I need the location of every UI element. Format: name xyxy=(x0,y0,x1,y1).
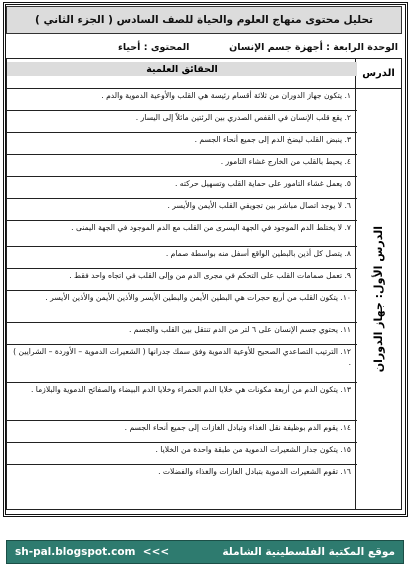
fact-text: ١٠. يتكون القلب من أربع حجرات هي البطين الأيمن والبطين الأيسر والأذين الأيمن والأذين الأيسر . xyxy=(45,293,351,302)
fact-text: ٢. يقع قلب الإنسان في القفص الصدري بين الرئتين مائلاً إلى اليسار . xyxy=(135,113,351,122)
fact-text: ٤. يحيط بالقلب من الخارج غشاء التامور . xyxy=(220,157,351,166)
fact-text: ٣. ينبض القلب ليضخ الدم إلى جميع أنحاء الجسم . xyxy=(194,135,351,144)
fact-text: ١٥. يتكون جدار الشعيرات الدموية من طبقة واحدة من الخلايا . xyxy=(155,445,351,454)
fact-row xyxy=(7,111,357,133)
footer-url-text[interactable]: sh-pal.blogspot.com xyxy=(15,546,136,558)
facts-rows xyxy=(7,89,357,509)
fact-row xyxy=(7,323,357,345)
footer-site-name: موقع المكتبة الفلسطينية الشاملة xyxy=(222,546,395,558)
fact-text: ٧. لا يختلط الدم الموجود في الجهة اليسرى من القلب مع الدم الموجود في الجهة اليمنى . xyxy=(71,223,351,232)
header-lesson xyxy=(355,59,401,89)
fact-text: ٦. لا يوجد اتصال مباشر بين تجويفي القلب الأيمن والأيسر . xyxy=(167,201,351,210)
facts-table xyxy=(6,58,402,510)
document-title xyxy=(6,6,402,34)
fact-row xyxy=(7,383,357,421)
unit-label: الوحدة الرابعة : أجهزة جسم الإنسان xyxy=(229,42,398,53)
fact-row xyxy=(7,133,357,155)
fact-row xyxy=(7,221,357,247)
fact-row xyxy=(7,291,357,323)
fact-text: ١١. يحتوي جسم الإنسان على ٦ لتر من الدم تنتقل بين القلب والجسم . xyxy=(128,325,351,334)
fact-row xyxy=(7,443,357,465)
fact-row xyxy=(7,465,357,509)
content-label: المحتوى : أحياء xyxy=(118,42,190,53)
lesson-name: الدرس الأول: جهاز الدوران xyxy=(372,225,385,373)
lesson-column xyxy=(355,89,401,509)
footer-url[interactable] xyxy=(15,546,169,558)
footer-banner xyxy=(6,540,404,564)
fact-text: ١٢. الترتيب التصاعدي الصحيح للأوعية الدموية وفق سمك جدرانها ( الشعيرات الدموية – الأوردة – الشرايين ) . xyxy=(13,347,351,367)
fact-text: ٩. تعمل صمامات القلب على التحكم في مجرى الدم من وإلى القلب في اتجاه واحد فقط . xyxy=(69,271,351,280)
fact-row xyxy=(7,199,357,221)
header-facts xyxy=(7,59,357,89)
fact-row xyxy=(7,269,357,291)
fact-text: ٥. يعمل غشاء التامور على حماية القلب وتسهيل حركته . xyxy=(174,179,351,188)
fact-row xyxy=(7,155,357,177)
fact-row xyxy=(7,247,357,269)
fact-text: ١٦. تقوم الشعيرات الدموية بتبادل الغازات والغذاء والفضلات . xyxy=(158,467,351,476)
header-facts-label: الحقائق العلمية xyxy=(7,62,357,76)
fact-text: ١٣. يتكون الدم من أربعة مكونات هي خلايا الدم الحمراء وخلايا الدم البيضاء والصفائح الدموية والبلازما . xyxy=(30,385,351,394)
title-text: تحليل محتوى منهاج العلوم والحياة للصف السادس ( الجزء الثاني ) xyxy=(35,14,373,26)
fact-text: ١. يتكون جهاز الدوران من ثلاثة أقسام رئيسة هي القلب والأوعية الدموية والدم . xyxy=(101,91,351,100)
fact-text: ٨. يتصل كل أذين بالبطين الواقع أسفل منه بواسطة صمام . xyxy=(165,249,351,258)
header-lesson-label: الدرس xyxy=(362,68,395,79)
meta-row xyxy=(6,40,402,56)
fact-text: ١٤. يقوم الدم بوظيفة نقل الغذاء وتبادل الغازات إلى جميع أنحاء الجسم . xyxy=(124,423,351,432)
fact-row xyxy=(7,421,357,443)
footer-arrows: <<< xyxy=(142,546,170,558)
fact-row xyxy=(7,177,357,199)
fact-row xyxy=(7,345,357,383)
fact-row xyxy=(7,89,357,111)
